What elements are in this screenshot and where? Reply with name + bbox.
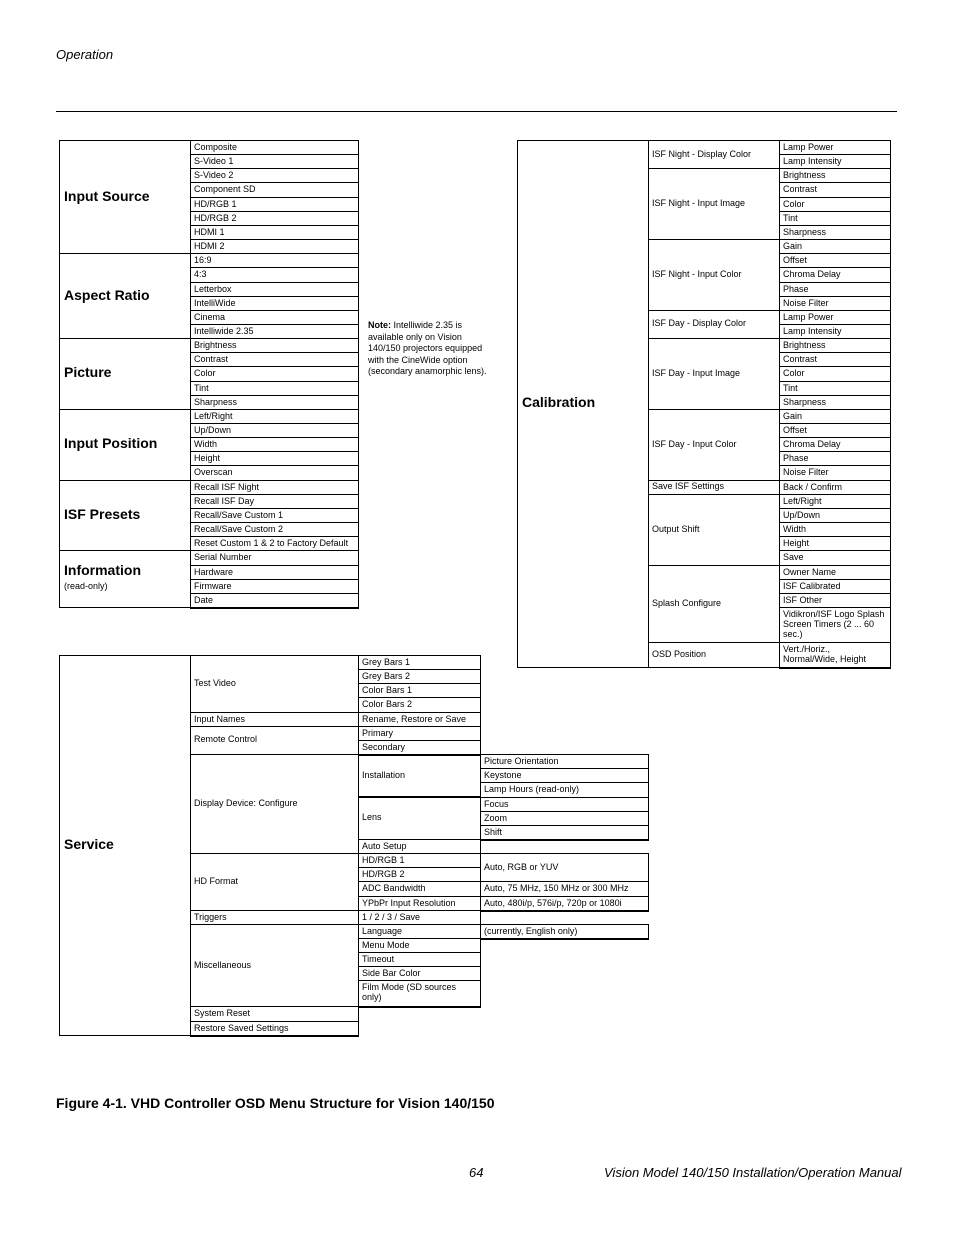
calibration-group-label-text: OSD Position	[652, 648, 707, 659]
service-item: Menu Mode	[358, 938, 481, 953]
menu-item: Sharpness	[190, 395, 359, 410]
calibration-item: Left/Right	[779, 494, 891, 509]
category-title: Service	[64, 835, 114, 852]
menu-item: Firmware	[190, 579, 359, 594]
menu-item: Date	[190, 593, 359, 608]
calibration-item: Sharpness	[779, 225, 891, 240]
service-item: Color Bars 1	[358, 683, 481, 698]
menu-item: HDMI 2	[190, 239, 359, 254]
menu-item: Component SD	[190, 182, 359, 197]
hdrgb-value-text: Auto, RGB or YUV	[484, 861, 559, 872]
menu-category	[59, 550, 191, 608]
service-item: Rename, Restore or Save	[358, 712, 481, 727]
service-group-label-text: Remote Control	[194, 734, 258, 745]
calibration-item: Width	[779, 522, 891, 537]
menu-item: Intelliwide 2.35	[190, 324, 359, 339]
category-subtitle: (read-only)	[64, 580, 108, 591]
calibration-group-label	[652, 494, 777, 565]
service-item: Auto Setup	[358, 839, 481, 854]
menu-category	[59, 480, 191, 552]
service-item: Color Bars 2	[358, 697, 481, 712]
calibration-group-label	[652, 338, 777, 409]
service-line	[480, 938, 649, 940]
calibration-item: Sharpness	[779, 395, 891, 410]
calibration-item: Up/Down	[779, 508, 891, 523]
menu-item: S-Video 1	[190, 154, 359, 169]
calibration-item: Contrast	[779, 352, 891, 367]
calibration-item: Owner Name	[779, 565, 891, 580]
service-group-label-text: HD Format	[194, 875, 239, 886]
service-item: Zoom	[480, 811, 649, 826]
menu-item: Recall/Save Custom 2	[190, 522, 359, 537]
category-title: Information	[64, 561, 141, 578]
service-item: Focus	[480, 797, 649, 812]
service-item: Shift	[480, 825, 649, 840]
menu-item: 16:9	[190, 253, 359, 268]
service-value: (currently, English only)	[480, 924, 649, 939]
service-line	[480, 839, 649, 841]
calibration-group-label	[652, 310, 777, 338]
calibration-item: Tint	[779, 211, 891, 226]
note-text: Intelliwide 2.35 is available only on Vision 140/150 projectors equipped with the CineWide option (secondary anamorphic lens).	[368, 320, 487, 376]
calibration-item: Chroma Delay	[779, 267, 891, 282]
figure-caption: Figure 4-1. VHD Controller OSD Menu Structure for Vision 140/150	[56, 1095, 495, 1111]
calibration-item: Tint	[779, 381, 891, 396]
menu-item: Height	[190, 451, 359, 466]
service-item: Language	[358, 924, 481, 939]
left-bottom-line	[190, 607, 359, 609]
menu-item: Contrast	[190, 352, 359, 367]
calibration-item: Color	[779, 197, 891, 212]
note-label: Note:	[368, 320, 391, 330]
calibration-group-label	[652, 168, 777, 239]
calibration-item: Offset	[779, 423, 891, 438]
calibration-item: Lamp Power	[779, 310, 891, 325]
category-title: Calibration	[522, 394, 596, 411]
service-item: Picture Orientation	[480, 754, 649, 769]
menu-item: Color	[190, 366, 359, 381]
service-item: HD/RGB 1	[358, 853, 481, 868]
menu-item: HD/RGB 1	[190, 197, 359, 212]
service-item: ADC Bandwidth	[358, 881, 481, 896]
calibration-group-label-text: ISF Day - Input Image	[652, 367, 741, 378]
menu-item: HDMI 1	[190, 225, 359, 240]
menu-item: Cinema	[190, 310, 359, 325]
service-item: HD/RGB 2	[358, 867, 481, 882]
service-category	[59, 655, 191, 1036]
service-group: Restore Saved Settings	[190, 1021, 359, 1036]
service-group-label-text: Display Device: Configure	[194, 798, 298, 809]
category-title: Input Position	[64, 435, 158, 452]
calibration-item: Offset	[779, 253, 891, 268]
category-title: Input Source	[64, 187, 150, 204]
calibration-category	[517, 140, 649, 668]
header-rule	[56, 111, 897, 112]
service-item: 1 / 2 / 3 / Save	[358, 910, 481, 925]
service-item: Side Bar Color	[358, 966, 481, 981]
service-item: Film Mode (SD sources only)	[358, 980, 481, 1007]
service-line	[190, 1035, 359, 1037]
calibration-group-label-text: ISF Night - Input Image	[652, 198, 746, 209]
calibration-item: Vert./Horiz., Normal/Wide, Height	[779, 642, 891, 668]
calibration-item: Phase	[779, 282, 891, 297]
page-number: 64	[469, 1165, 484, 1180]
menu-item: Reset Custom 1 & 2 to Factory Default	[190, 536, 359, 551]
menu-item: Letterbox	[190, 282, 359, 297]
menu-item: Recall ISF Day	[190, 494, 359, 509]
calibration-item: Gain	[779, 239, 891, 254]
service-item: Primary	[358, 726, 481, 741]
service-group: Triggers	[190, 910, 359, 925]
menu-item: Recall ISF Night	[190, 480, 359, 495]
calibration-item: Save	[779, 550, 891, 565]
menu-item: HD/RGB 2	[190, 211, 359, 226]
service-item: Grey Bars 2	[358, 669, 481, 684]
menu-item: IntelliWide	[190, 296, 359, 311]
calibration-group-label-text: Output Shift	[652, 523, 700, 534]
calibration-item: Lamp Power	[779, 140, 891, 155]
service-group-label	[194, 726, 356, 754]
menu-item: Up/Down	[190, 423, 359, 438]
service-group-label	[194, 655, 356, 712]
service-value: Auto, 75 MHz, 150 MHz or 300 MHz	[480, 881, 649, 896]
calibration-item: Vidikron/ISF Logo Splash Screen Timers (2 ... 60 sec.)	[779, 607, 891, 643]
calibration-group-label-text: ISF Day - Display Color	[652, 318, 747, 329]
menu-category	[59, 338, 191, 410]
calibration-group-label	[652, 140, 777, 168]
calibration-group-label	[652, 642, 777, 667]
hdrgb-value	[484, 853, 646, 881]
category-title: ISF Presets	[64, 505, 141, 522]
calibration-item: Gain	[779, 409, 891, 424]
service-item: Keystone	[480, 768, 649, 783]
calibration-group-label	[652, 239, 777, 310]
menu-item: S-Video 2	[190, 168, 359, 183]
calibration-item: ISF Calibrated	[779, 579, 891, 594]
calibration-group-label-text: ISF Day - Input Color	[652, 438, 737, 449]
calibration-group-label-text: ISF Night - Input Color	[652, 268, 742, 279]
calibration-item: Brightness	[779, 168, 891, 183]
calibration-item: Color	[779, 366, 891, 381]
menu-category	[59, 253, 191, 339]
service-subgroup-label	[362, 797, 478, 839]
service-item: Lamp Hours (read-only)	[480, 782, 649, 797]
service-group-label	[194, 754, 356, 853]
service-value: Auto, 480i/p, 576i/p, 720p or 1080i	[480, 896, 649, 911]
service-subgroup-label-text: Lens	[362, 812, 382, 823]
calibration-item: Chroma Delay	[779, 437, 891, 452]
calibration-item: Contrast	[779, 182, 891, 197]
menu-item: Hardware	[190, 565, 359, 580]
service-group-label	[194, 853, 356, 910]
calibration-group-label-text: Save ISF Settings	[652, 481, 725, 492]
service-item: YPbPr Input Resolution	[358, 896, 481, 911]
calibration-item: ISF Other	[779, 593, 891, 608]
menu-item: 4:3	[190, 267, 359, 282]
service-group-label	[194, 924, 356, 1007]
calibration-item: Noise Filter	[779, 465, 891, 480]
calibration-group-label	[652, 480, 777, 494]
calibration-item: Height	[779, 536, 891, 551]
menu-item: Width	[190, 437, 359, 452]
menu-item: Brightness	[190, 338, 359, 353]
menu-category	[59, 140, 191, 254]
calibration-item: Lamp Intensity	[779, 154, 891, 169]
menu-item: Recall/Save Custom 1	[190, 508, 359, 523]
calibration-item: Brightness	[779, 338, 891, 353]
intelliwide-note	[368, 320, 493, 378]
calibration-group-label-text: Splash Configure	[652, 597, 722, 608]
service-group-label-text: Miscellaneous	[194, 959, 252, 970]
calibration-group-label	[652, 409, 777, 480]
service-group: Input Names	[190, 712, 359, 727]
service-line	[358, 1006, 481, 1008]
calibration-item: Phase	[779, 451, 891, 466]
category-title: Picture	[64, 364, 112, 381]
manual-title: Vision Model 140/150 Installation/Operation Manual	[604, 1165, 902, 1180]
service-group: System Reset	[190, 1006, 359, 1021]
calibration-item: Back / Confirm	[779, 480, 891, 495]
menu-item: Serial Number	[190, 550, 359, 565]
category-title: Aspect Ratio	[64, 286, 150, 303]
menu-item: Composite	[190, 140, 359, 155]
calibration-bottom-line	[779, 667, 891, 669]
menu-item: Tint	[190, 381, 359, 396]
service-group-label-text: Test Video	[194, 677, 236, 688]
calibration-group-label	[652, 565, 777, 642]
calibration-item: Noise Filter	[779, 296, 891, 311]
service-subgroup-label	[362, 754, 478, 796]
calibration-group-label-text: ISF Night - Display Color	[652, 148, 752, 159]
menu-category	[59, 409, 191, 481]
menu-item: Overscan	[190, 465, 359, 480]
service-item: Secondary	[358, 740, 481, 755]
service-item: Grey Bars 1	[358, 655, 481, 670]
service-subgroup-label-text: Installation	[362, 769, 406, 780]
service-item: Timeout	[358, 952, 481, 967]
menu-item: Left/Right	[190, 409, 359, 424]
calibration-item: Lamp Intensity	[779, 324, 891, 339]
section-header: Operation	[56, 47, 114, 62]
service-line	[480, 910, 649, 912]
